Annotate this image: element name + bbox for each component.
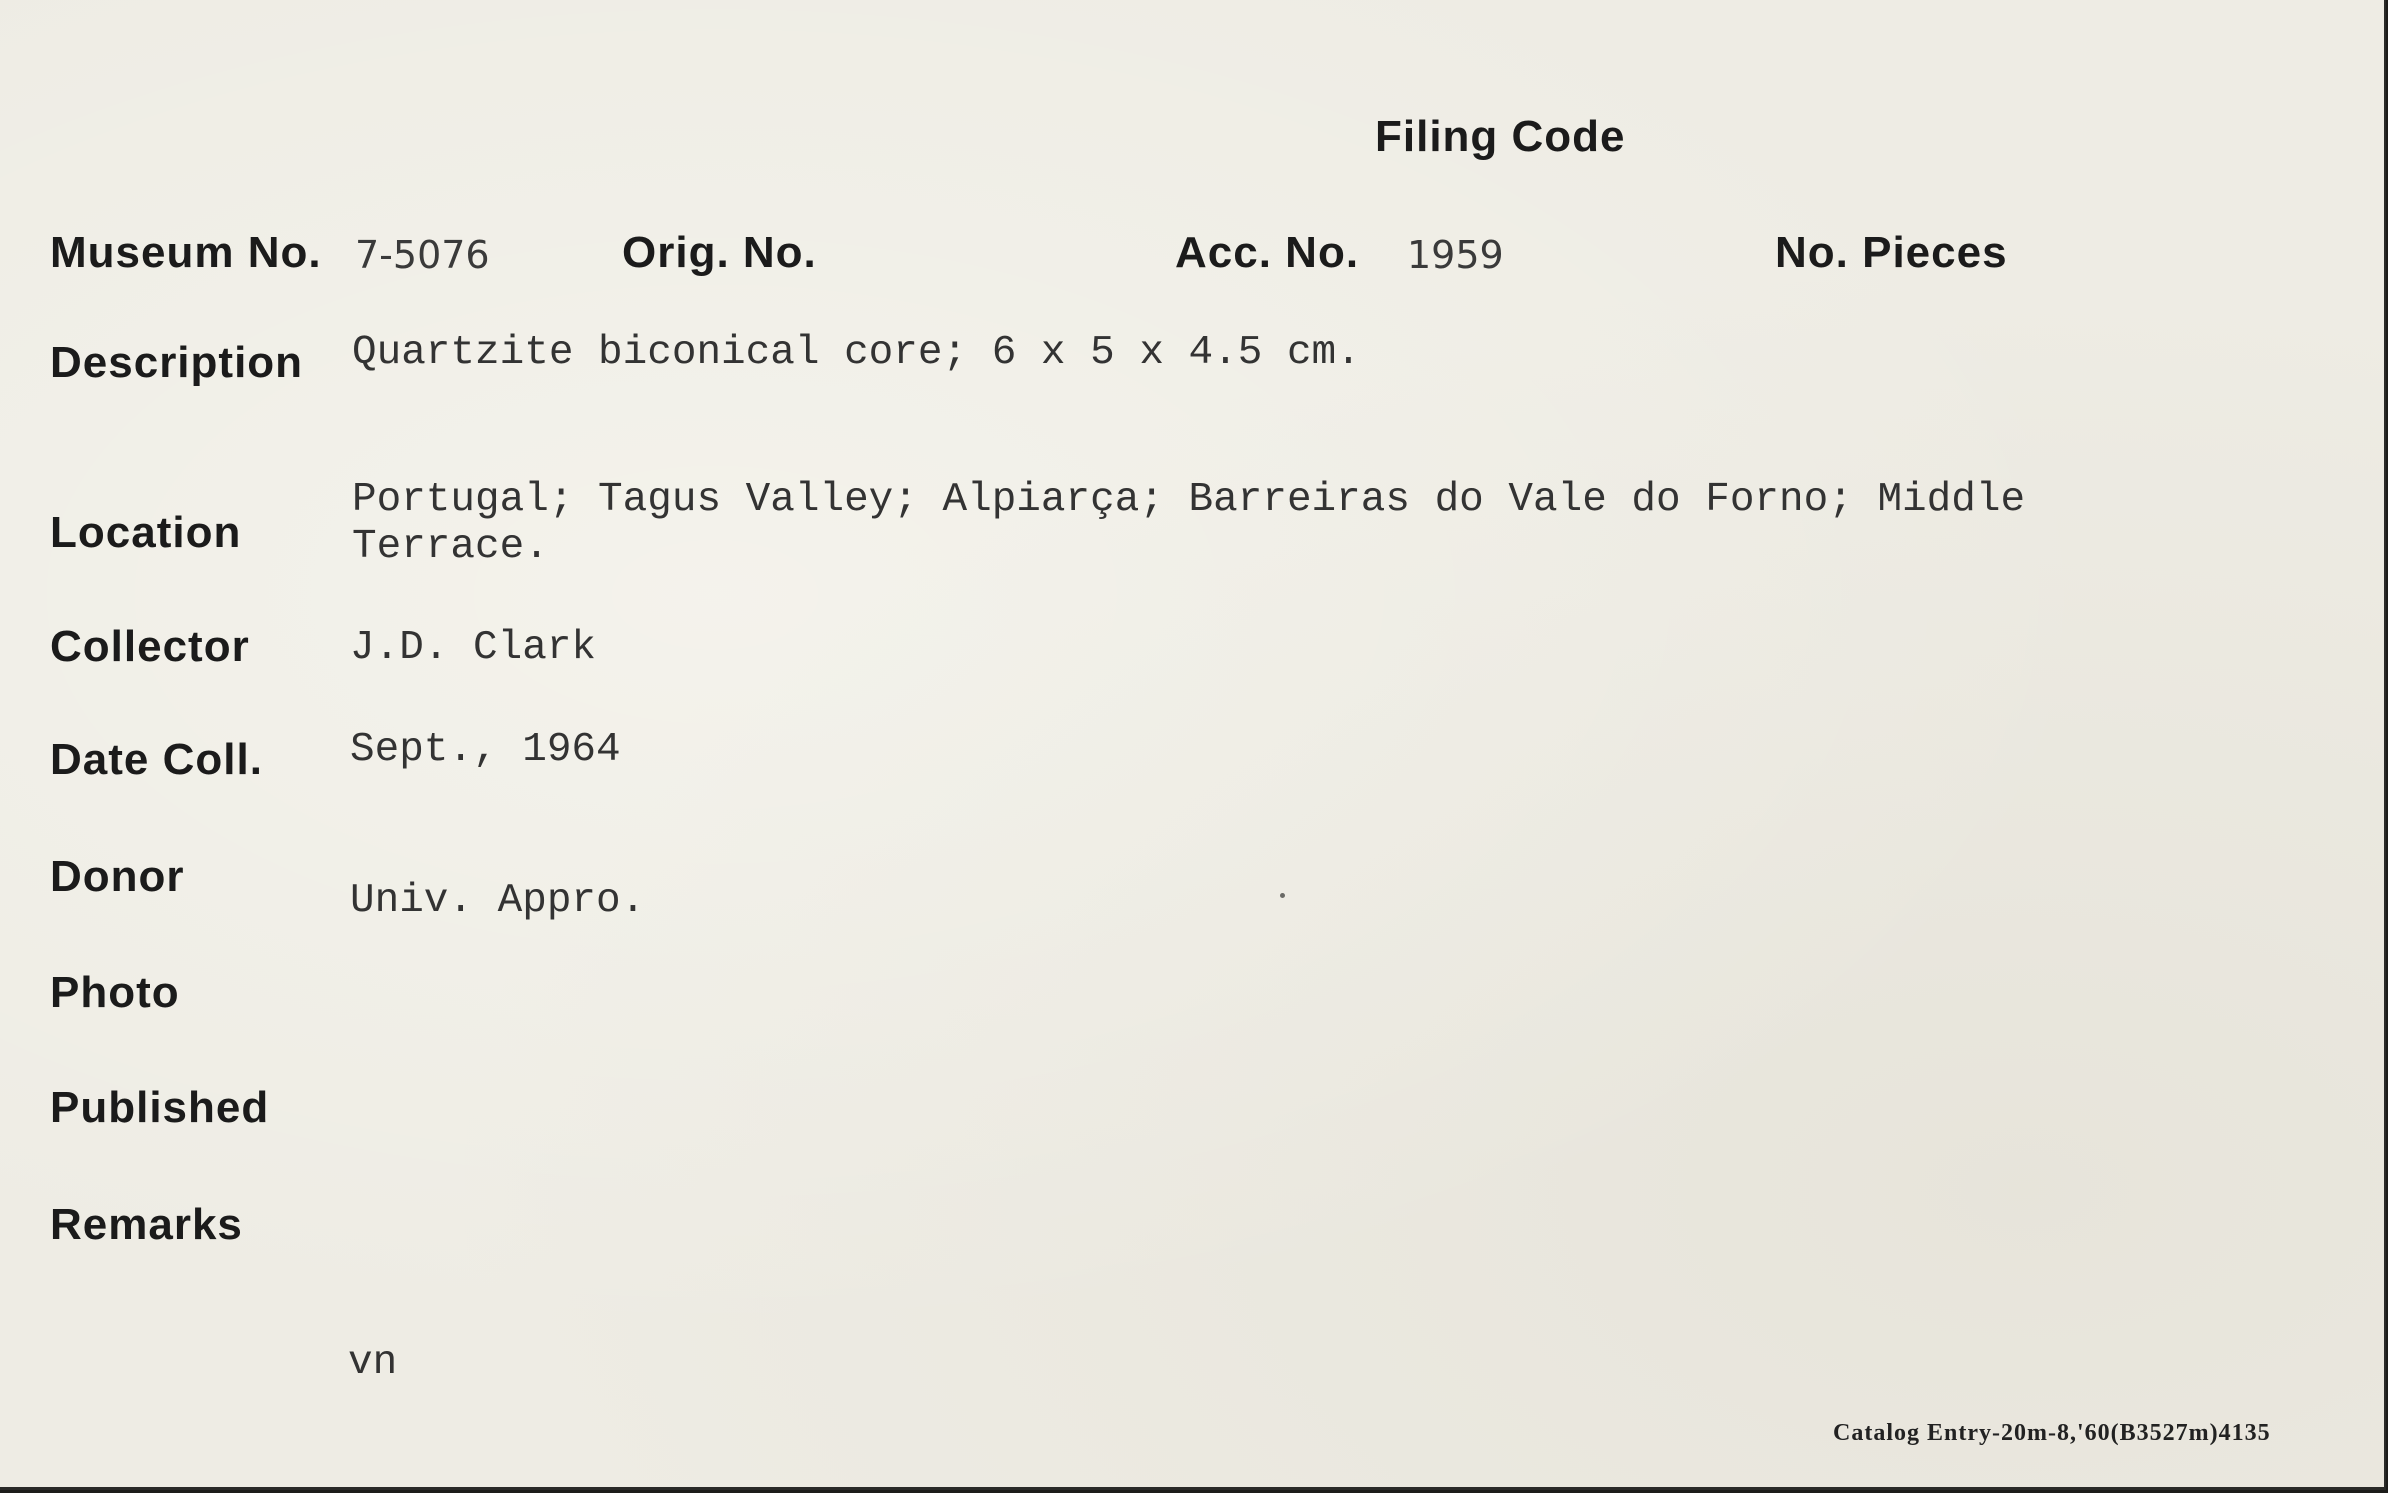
acc-no-label: Acc. No.: [1175, 228, 1360, 277]
paper-speck: [1280, 893, 1285, 898]
location-value-line1: Portugal; Tagus Valley; Alpiarça; Barreiras do Vale do Forno; Middle: [352, 477, 2026, 523]
collector-value: J.D. Clark: [350, 625, 597, 671]
description-label: Description: [50, 338, 304, 387]
acc-no-value: 1959: [1407, 233, 1504, 277]
remarks-label: Remarks: [50, 1200, 243, 1249]
published-label: Published: [50, 1083, 270, 1132]
donor-label: Donor: [50, 852, 185, 901]
location-value-line2: Terrace.: [352, 524, 549, 570]
donor-value: Univ. Appro.: [350, 878, 646, 924]
museum-no-value: 7-5076: [355, 233, 490, 277]
museum-no-label: Museum No.: [50, 228, 322, 277]
photo-label: Photo: [50, 968, 180, 1017]
collector-label: Collector: [50, 622, 250, 671]
date-coll-label: Date Coll.: [50, 735, 263, 784]
orig-no-label: Orig. No.: [622, 228, 817, 277]
filing-code-label: Filing Code: [1375, 112, 1626, 161]
typist-initials: vn: [348, 1340, 398, 1386]
location-label: Location: [50, 508, 242, 557]
catalog-entry-footer: Catalog Entry-20m-8,'60(B3527m)4135: [1833, 1420, 2271, 1446]
date-coll-value: Sept., 1964: [350, 727, 621, 773]
description-value: Quartzite biconical core; 6 x 5 x 4.5 cm.: [352, 330, 1361, 376]
no-pieces-label: No. Pieces: [1775, 228, 2008, 277]
